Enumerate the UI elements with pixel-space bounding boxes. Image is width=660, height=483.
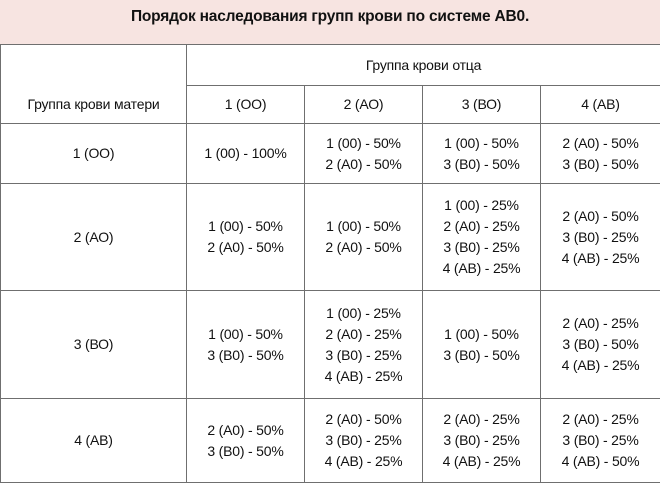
result-line: 2 (А0) - 50% bbox=[305, 154, 422, 175]
result-cell bbox=[423, 291, 541, 399]
result-cell bbox=[187, 291, 305, 399]
result-line: 4 (АВ) - 25% bbox=[423, 258, 540, 279]
mother-group-header: Группа крови матери bbox=[1, 86, 187, 124]
mother-group-cell: 3 (ВО) bbox=[1, 291, 187, 399]
result-cell bbox=[305, 184, 423, 291]
header-row-groups bbox=[1, 86, 660, 124]
result-line: 3 (В0) - 50% bbox=[187, 345, 304, 366]
result-cell bbox=[541, 124, 660, 184]
father-group-1: 1 (ОО) bbox=[187, 86, 305, 124]
result-line: 3 (В0) - 50% bbox=[187, 441, 304, 462]
father-group-2: 2 (АО) bbox=[305, 86, 423, 124]
mother-group-cell: 1 (ОО) bbox=[1, 124, 187, 184]
result-line: 2 (А0) - 25% bbox=[305, 324, 422, 345]
result-cell bbox=[305, 291, 423, 399]
mother-group-cell: 4 (АВ) bbox=[1, 399, 187, 483]
result-line: 2 (А0) - 50% bbox=[305, 237, 422, 258]
result-line: 2 (А0) - 50% bbox=[187, 420, 304, 441]
result-line: 1 (00) - 50% bbox=[423, 133, 540, 154]
result-line: 3 (В0) - 50% bbox=[541, 154, 660, 175]
result-line: 2 (А0) - 25% bbox=[423, 409, 540, 430]
result-line: 2 (А0) - 50% bbox=[305, 409, 422, 430]
result-cell bbox=[423, 124, 541, 184]
result-line: 3 (В0) - 25% bbox=[423, 237, 540, 258]
result-line: 3 (В0) - 50% bbox=[423, 154, 540, 175]
header-row-father bbox=[1, 45, 660, 86]
result-cell bbox=[423, 184, 541, 291]
result-line: 4 (АВ) - 25% bbox=[541, 248, 660, 269]
result-line: 2 (А0) - 25% bbox=[423, 216, 540, 237]
result-line: 2 (А0) - 50% bbox=[187, 237, 304, 258]
page-title: Порядок наследования групп крови по системе АВ0. bbox=[0, 0, 660, 38]
father-group-4: 4 (АВ) bbox=[541, 86, 660, 124]
blood-group-inheritance-table bbox=[0, 44, 660, 483]
mother-group-cell: 2 (АО) bbox=[1, 184, 187, 291]
father-group-3: 3 (ВО) bbox=[423, 86, 541, 124]
result-line: 4 (АВ) - 25% bbox=[423, 451, 540, 472]
result-cell bbox=[305, 399, 423, 483]
result-line: 3 (В0) - 25% bbox=[305, 430, 422, 451]
result-line: 2 (А0) - 50% bbox=[541, 206, 660, 227]
father-group-header: Группа крови отца bbox=[187, 45, 660, 86]
result-cell bbox=[541, 399, 660, 483]
result-line: 4 (АВ) - 25% bbox=[541, 355, 660, 376]
result-line: 3 (В0) - 25% bbox=[541, 227, 660, 248]
result-line: 3 (В0) - 25% bbox=[423, 430, 540, 451]
table-row bbox=[1, 184, 660, 291]
table-row bbox=[1, 291, 660, 399]
result-cell bbox=[187, 399, 305, 483]
result-line: 1 (00) - 50% bbox=[187, 216, 304, 237]
result-line: 1 (00) - 50% bbox=[187, 324, 304, 345]
result-line: 1 (00) - 25% bbox=[423, 195, 540, 216]
result-line: 2 (А0) - 25% bbox=[541, 313, 660, 334]
result-cell bbox=[423, 399, 541, 483]
result-cell bbox=[187, 124, 305, 184]
corner-cell bbox=[1, 45, 187, 86]
result-line: 3 (В0) - 50% bbox=[541, 334, 660, 355]
result-line: 3 (В0) - 25% bbox=[305, 345, 422, 366]
result-line: 3 (В0) - 50% bbox=[423, 345, 540, 366]
result-line: 4 (АВ) - 50% bbox=[541, 451, 660, 472]
table-row bbox=[1, 124, 660, 184]
result-line: 1 (00) - 50% bbox=[423, 324, 540, 345]
result-line: 2 (А0) - 25% bbox=[541, 409, 660, 430]
result-line: 2 (А0) - 50% bbox=[541, 133, 660, 154]
result-line: 1 (00) - 50% bbox=[305, 216, 422, 237]
result-line: 1 (00) - 25% bbox=[305, 303, 422, 324]
result-line: 4 (АВ) - 25% bbox=[305, 451, 422, 472]
result-cell bbox=[541, 184, 660, 291]
result-cell bbox=[187, 184, 305, 291]
table-row bbox=[1, 399, 660, 483]
result-line: 4 (АВ) - 25% bbox=[305, 366, 422, 387]
result-line: 1 (00) - 50% bbox=[305, 133, 422, 154]
result-line: 3 (В0) - 25% bbox=[541, 430, 660, 451]
result-cell bbox=[305, 124, 423, 184]
result-line: 1 (00) - 100% bbox=[187, 143, 304, 164]
result-cell bbox=[541, 291, 660, 399]
